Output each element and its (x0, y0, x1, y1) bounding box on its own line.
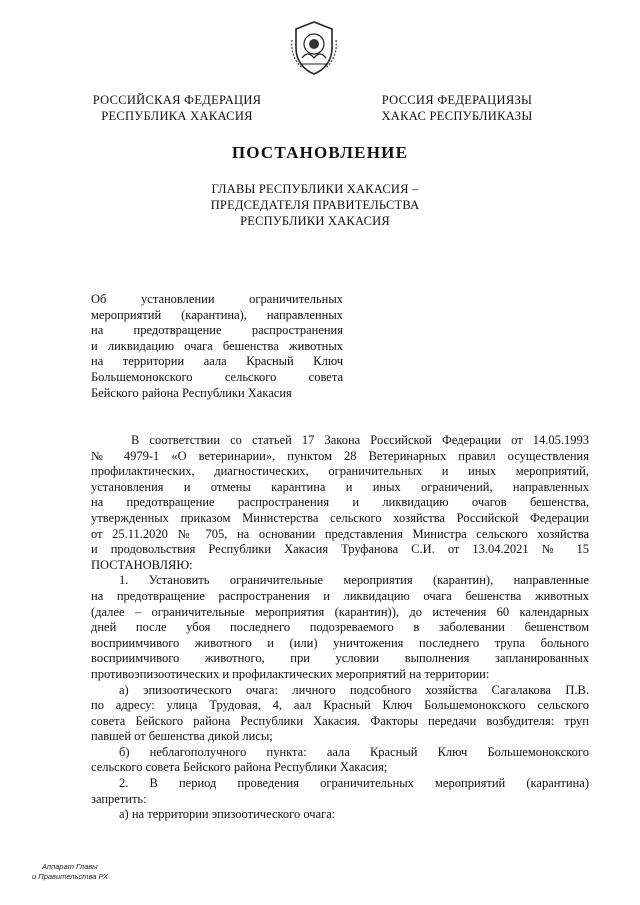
subtitle-line-3: РЕСПУБЛИКИ ХАКАСИЯ (240, 214, 390, 228)
body-line: установления и отмены карантина и иных ограничений, направленных (91, 479, 589, 494)
subject-line: Об установлении ограничительных (91, 292, 343, 306)
body-line: по адресу: улица Трудовая, 4, аал Красный Ключ Большемонокского сельского (91, 698, 589, 713)
footer-line-1: Аппарат Главы (42, 862, 98, 871)
body-line: запретить: (91, 791, 147, 806)
body-line: павшей от бешенства дикой лисы; (91, 729, 273, 744)
subject-line: на предотвращение распространения (91, 323, 343, 338)
body-line: восприимчивого животного и (или) уничтожения последнего трупа больного (91, 635, 589, 650)
document-title: ПОСТАНОВЛЕНИЕ (231, 143, 409, 162)
body-line: а) на территории эпизоотического очага: (119, 807, 336, 822)
body-line: восприимчивого животного, при условии выполнения запланированных (91, 651, 589, 666)
subtitle-line-2: ПРЕДСЕДАТЕЛЯ ПРАВИТЕЛЬСТВА (210, 198, 420, 212)
document-subject (91, 292, 343, 401)
body-line: № 4979-1 «О ветеринарии», пунктом 28 Ветеринарных правил осуществления (91, 448, 589, 463)
body-line: б) неблагополучного пункта: аала Красный Ключ Большемонокского (119, 744, 589, 759)
subject-line: Большемонокского сельского совета (91, 369, 343, 384)
body-line: утвержденных приказом Министерства сельского хозяйства Российской Федерации (91, 510, 589, 525)
body-line: профилактических, диагностических, ограничительных и иных мероприятий, (91, 464, 589, 479)
body-line: В соответствии со статьей 17 Закона Российской Федерации от 14.05.1993 (131, 433, 589, 447)
header-left (82, 92, 272, 124)
header-left-line-2: РЕСПУБЛИКА ХАКАСИЯ (101, 109, 253, 123)
subtitle-line-1: ГЛАВЫ РЕСПУБЛИКИ ХАКАСИЯ – (211, 182, 419, 196)
subject-line: мероприятий (карантина), направленных (91, 307, 343, 322)
body-line: а) эпизоотического очага: личного подсобного хозяйства Сагалакова П.В. (119, 682, 589, 697)
header-left-line-1: РОССИЙСКАЯ ФЕДЕРАЦИЯ (92, 93, 262, 107)
header-right (362, 92, 552, 124)
body-line: 2. В период проведения ограничительных мероприятий (карантина) (119, 776, 589, 791)
body-line: дней после убоя последнего подозреваемого в заболевании бешенством (91, 620, 589, 635)
footer-line-2: и Правительства РХ (32, 872, 109, 881)
header-right-line-1: РОССИЯ ФЕДЕРАЦИЯЗЫ (381, 93, 533, 107)
header-right-line-2: ХАКАС РЕСПУБЛИКАЗЫ (381, 109, 533, 123)
body-line: 1. Установить ограничительные мероприятия (карантин), направленные (119, 573, 589, 588)
body-line: противоэпизоотических и профилактических мероприятий на территории: (91, 666, 490, 681)
office-stamp (32, 862, 108, 882)
body-line: от 25.11.2020 № 705, на основании представления Министра сельского хозяйства (91, 526, 589, 541)
body-line: на предотвращение распространения и ликвидацию очагов бешенства, (91, 495, 589, 510)
body-line: на предотвращение распространения и ликвидацию очага бешенства животных (91, 588, 589, 603)
subject-line: на территории аала Красный Ключ (91, 354, 343, 369)
body-line: совета Бейского района Республики Хакасия. Факторы передачи возбудителя: труп (91, 713, 589, 728)
body-line: (далее – ограничительные мероприятия (карантин)), до истечения 60 календарных (91, 604, 589, 619)
coat-of-arms-emblem (288, 20, 340, 76)
body-line: ПОСТАНОВЛЯЮ: (91, 557, 193, 572)
subject-line: и ликвидацию очага бешенства животных (91, 338, 343, 353)
document-body (91, 433, 589, 823)
document-subtitle (140, 181, 490, 229)
body-line: сельского совета Бейского района Республики Хакасия; (91, 760, 388, 775)
subject-line: Бейского района Республики Хакасия (91, 385, 292, 400)
body-line: и продовольствия Республики Хакасия Труфанова С.И. от 13.04.2021 № 15 (91, 542, 589, 557)
